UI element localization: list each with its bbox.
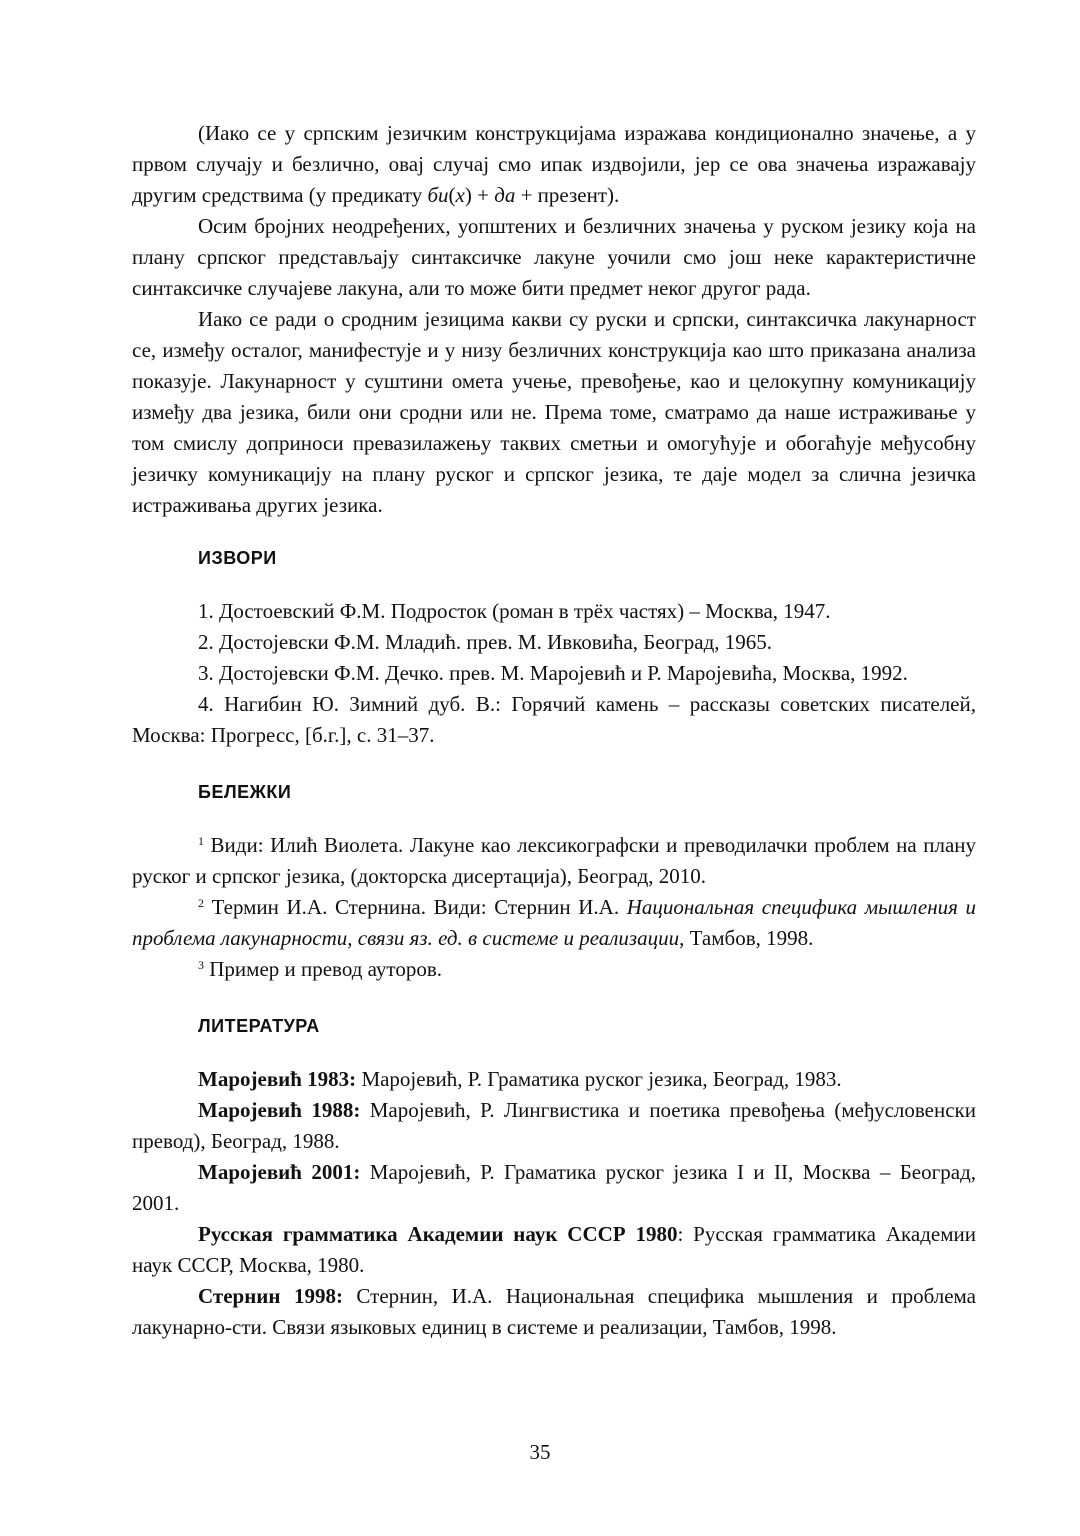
notes-heading: БЕЛЕЖКИ [198,782,292,802]
italic-term: да [494,183,516,207]
footnote-mark: 1 [198,834,204,848]
source-item: 1. Достоевский Ф.М. Подросток (роман в трёх частях) – Москва, 1947. [198,599,831,623]
literature-key: Маројевић 1983: [198,1067,357,1091]
page-number: 35 [529,1440,551,1464]
footnote-text: Види: Илић Виолета. Лакуне као лексикографски и преводилачки проблем на плану руског и српског језика, (докторска дисертација), Београд, 2010. [132,833,976,888]
literature-key: Маројевић 2001: [198,1160,361,1184]
source-item: 2. Достојевски Ф.М. Младић. прев. М. Ивковића, Београд, 1965. [198,630,773,654]
literature-item [132,1157,976,1219]
literature-text: Маројевић, Р. Лингвистика и поетика превођења (међусловенски превод), Београд, 1988. [132,1098,976,1153]
literature-text: Стернин, И.А. Национальная специфика мышления и проблема лакунарно-сти. Связи языковых единиц в системе и реализации, Тамбов, 1998. [132,1284,977,1339]
source-item: 3. Достојевски Ф.М. Дечко. прев. М. Маројевић и Р. Маројевића, Москва, 1992. [198,661,908,685]
literature-text: Маројевић, Р. Граматика руског језика I и II, Москва – Београд, 2001. [132,1160,976,1215]
literature-item [132,1219,976,1281]
italic-term: би [427,183,449,207]
literature-key: Стернин 1998: [198,1284,343,1308]
italic-term: х [455,183,465,207]
paragraph-text: + презент). [515,183,620,207]
footnote-text: , Тамбов, 1998. [679,926,814,950]
footnote-mark: 2 [198,896,204,910]
footnote-italic-title: Национальная специфика мышления и проблема лакунарности, связи яз. ед. в системе и реализации [132,895,976,950]
paragraph-text: ( [448,183,456,207]
literature-item [132,1064,976,1095]
body-paragraph-2: Осим бројних неодређених, уопштених и безличних значења у руском језику која на плану српског представљају синтаксичке лакуне уочили смо још неке карактеристичне синтаксичке случајеве лакуна, али то може бити предмет неког другог рада. [132,214,976,300]
literature-item [132,1281,976,1343]
footnote-text: Термин И.А. Стернина. Види: Стернин И.А. [204,895,627,919]
literature-key: Русская грамматика Академии наук СССР 1980 [198,1222,678,1246]
literature-text: Маројевић, Р. Граматика руског језика, Београд, 1983. [356,1067,842,1091]
source-item: 4. Нагибин Ю. Зимний дуб. В.: Горячий камень – рассказы советских писателей, Москва: Прогресс, [б.г.], с. 31–37. [132,692,976,747]
paragraph-text: (Иако се у српским језичким конструкцијама изражава кондиционално значење, а у првом случају и безлично, овај случај смо ипак издвојили, јер се ова значења изражавају другим средствима (у предикату [132,121,976,207]
footnote-mark: 3 [198,958,204,972]
literature-item [132,1095,976,1157]
footnote-2 [132,892,976,954]
body-paragraph-3: Иако се ради о сродним језицима какви су руски и српски, синтаксичка лакунарност се, између осталог, манифестује и у низу безличних конструкција као што приказана анализа показује. Лакунарност у суштини омета учење, превођење, као и целокупну комуникацију између два језика, били они сродни или не. Према томе, сматрамо да наше истраживање у том смислу доприноси превазилажењу таквих сметњи и омогућује и обогаћује међусобну језичку комуникацију на плану руског и српског језика, те даје модел за слична језичка истраживања других језика. [132,307,976,517]
literature-key: Маројевић 1988: [198,1098,361,1122]
body-paragraph-1 [132,118,976,211]
paragraph-text: ) + [464,183,495,207]
document-page [132,118,976,1343]
literature-heading: ЛИТЕРАТУРА [198,1016,320,1036]
literature-text: : Русская грамматика Академии наук СССР, Москва, 1980. [132,1222,976,1277]
footnote-text: Пример и превод ауторов. [204,957,442,981]
sources-heading: ИЗВОРИ [198,548,277,568]
footnote-3 [132,954,976,985]
footnote-1 [132,830,976,892]
